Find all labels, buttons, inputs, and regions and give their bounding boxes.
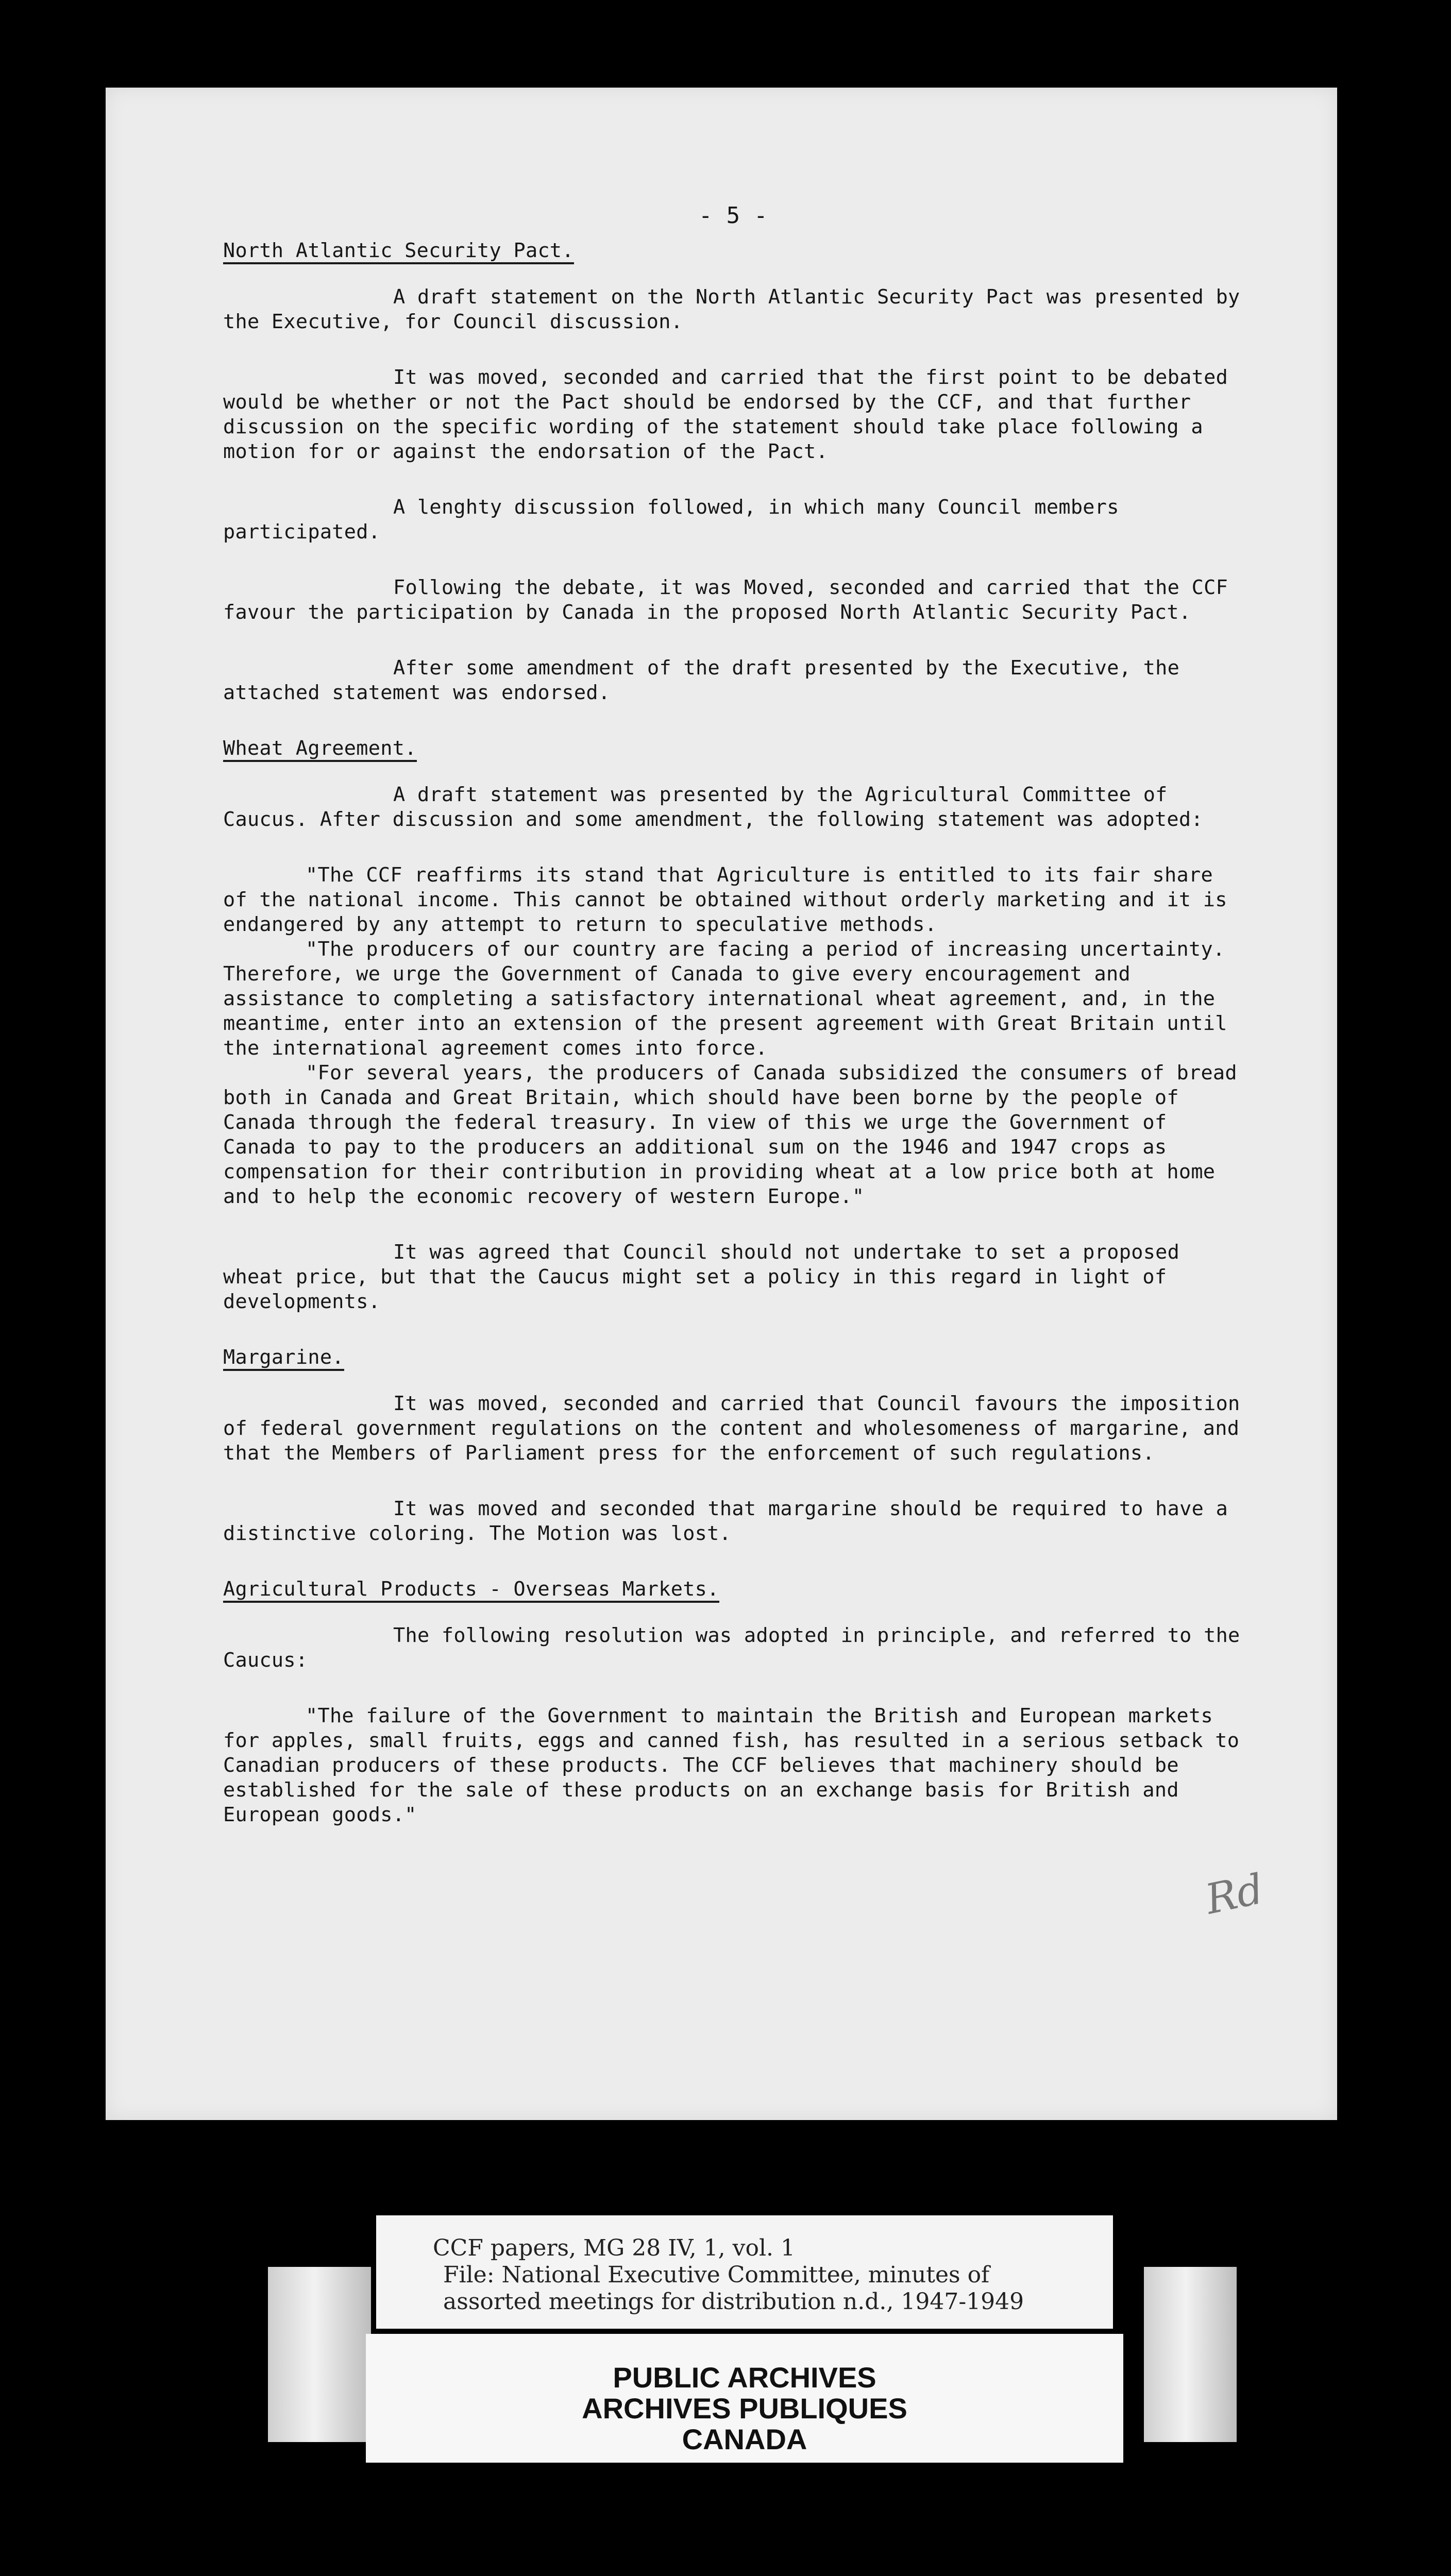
paragraph: Following the debate, it was Moved, seconded and carried that the CCF favour the participation by Canada in the proposed North Atlantic Security Pact. (223, 576, 1228, 624)
paragraph: A draft statement was presented by the Agricultural Committee of Caucus. After discussion and some amendment, the following statement was adopted: (223, 783, 1203, 831)
handwritten-mark: Rd (1201, 1865, 1268, 1924)
paragraph: It was moved, seconded and carried that Council favours the imposition of federal government regulations on the content and wholesomeness of margarine, and that the Members of Parliament press for the enforcement of such regulations. (223, 1392, 1240, 1465)
quoted-resolution (223, 1704, 1243, 1827)
paragraph: It was moved, seconded and carried that the first point to be debated would be whether or not the Pact should be endorsed by the CCF, and that further discussion on the specific wording of the statement should take place following a motion for or against the endorsation of the Pact. (223, 366, 1228, 463)
quote-paragraph: "For several years, the producers of Canada subsidized the consumers of bread both in Canada and Great Britain, which should have been borne by the people of Canada through the federal treasury. In view of this we urge the Government of Canada to pay to the producers an additional sum on the 1946 and 1947 crops as compensation for their contribution in providing wheat at a low price both at home and to help the economic recovery of western Europe." (223, 1061, 1237, 1208)
archive-stamp (366, 2334, 1123, 2463)
stamp-line: CANADA (682, 2423, 807, 2455)
archive-file-label (376, 2215, 1113, 2329)
archive-file-line: assorted meetings for distribution n.d., 1947-1949 (443, 2289, 1024, 2315)
paragraph: A lenghty discussion followed, in which many Council members participated. (223, 496, 1119, 544)
paragraph: It was agreed that Council should not undertake to set a proposed wheat price, but that the Caucus might set a policy in this regard in light of developments. (223, 1241, 1180, 1313)
section-heading: Wheat Agreement. (223, 737, 417, 762)
paragraph: It was moved and seconded that margarine should be required to have a distinctive coloring. The Motion was lost. (223, 1497, 1228, 1545)
page-number: - 5 - (699, 202, 768, 229)
document-page (106, 88, 1337, 2120)
archive-collection-line: CCF papers, MG 28 IV, 1, vol. 1 (433, 2235, 795, 2261)
quoted-statement (223, 863, 1243, 1209)
section-heading: Agricultural Products - Overseas Markets. (223, 1578, 719, 1603)
archive-file-line: File: National Executive Committee, minutes of (443, 2262, 990, 2288)
section-margarine (223, 1345, 1243, 1546)
paragraph: The following resolution was adopted in principle, and referred to the Caucus: (223, 1624, 1240, 1672)
section-agricultural-products (223, 1577, 1243, 1827)
section-wheat-agreement (223, 736, 1243, 1314)
stamp-line: PUBLIC ARCHIVES (613, 2361, 876, 2394)
paragraph: A draft statement on the North Atlantic Security Pact was presented by the Executive, for Council discussion. (223, 285, 1240, 333)
paper-clip (1144, 2267, 1237, 2442)
quote-paragraph: "The producers of our country are facing a period of increasing uncertainty. Therefore, we urge the Government of Canada to give every encouragement and assistance to completing a satisfactory international wheat agreement, and, in the meantime, enter into an extension of the present agreement with Great Britain until the international agreement comes into force. (223, 938, 1227, 1060)
document-body (223, 204, 1243, 1858)
archive-label-area (268, 2215, 1185, 2455)
section-heading: North Atlantic Security Pact. (223, 240, 574, 264)
quote-paragraph: "The failure of the Government to maintain the British and European markets for apples, small fruits, eggs and canned fish, has resulted in a serious setback to Canadian producers of these products. The CCF believes that machinery should be established for the sale of these products on an exchange basis for British and European goods." (223, 1704, 1240, 1826)
section-heading: Margarine. (223, 1346, 344, 1371)
paragraph: After some amendment of the draft presented by the Executive, the attached statement was endorsed. (223, 656, 1180, 704)
quote-paragraph: "The CCF reaffirms its stand that Agriculture is entitled to its fair share of the national income. This cannot be obtained without orderly marketing and it is endangered by any attempt to return to speculative methods. (223, 863, 1227, 936)
stamp-line: ARCHIVES PUBLIQUES (582, 2392, 907, 2425)
paper-clip (268, 2267, 371, 2442)
section-north-atlantic (223, 239, 1243, 705)
